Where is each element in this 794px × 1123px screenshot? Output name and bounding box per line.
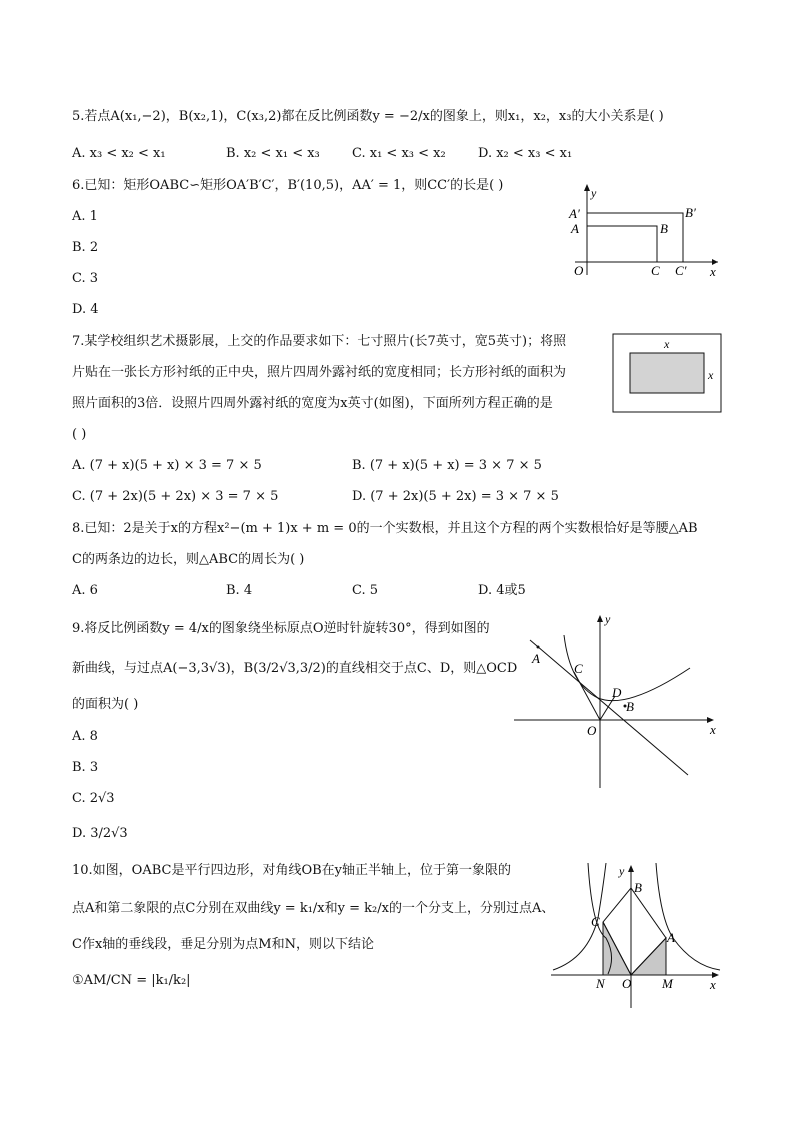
q7-photo xyxy=(630,353,704,393)
q6-figure xyxy=(560,180,725,280)
q9-option-b: B. 3 xyxy=(72,760,99,775)
q7-figure xyxy=(612,333,724,415)
q7-line4: ( ) xyxy=(72,427,87,442)
q9-label-d: D xyxy=(612,685,622,700)
q7-option-d: D. (7 + 2x)(5 + 2x) = 3 × 7 × 5 xyxy=(352,489,559,504)
q9-label-c: C xyxy=(574,661,583,676)
q7-option-b: B. (7 + x)(5 + x) = 3 × 7 × 5 xyxy=(352,458,542,473)
q5-option-d: D. x₂ < x₃ < x₁ xyxy=(478,146,573,161)
q6-label-a-prime: A′ xyxy=(569,206,580,221)
q9-option-c: C. 2√3 xyxy=(72,791,115,806)
q10-line1: 10.如图，OABC是平行四边形，对角线OB在y轴正半轴上，位于第一象限的 xyxy=(72,863,512,878)
q7-option-a: A. (7 + x)(5 + x) × 3 = 7 × 5 xyxy=(72,458,262,473)
q10-line2: 点A和第二象限的点C分别在双曲线y = k₁/x和y = k₂/x的一个分支上，分别过点A、 xyxy=(72,901,555,916)
q10-label-b: B xyxy=(634,880,642,895)
q6-label-x: x xyxy=(710,264,716,279)
q10-label-n: N xyxy=(596,976,605,991)
q10-label-y: y xyxy=(619,864,625,878)
q8-option-c: C. 5 xyxy=(352,583,379,598)
q10-label-x: x xyxy=(710,977,716,992)
q8-option-d: D. 4或5 xyxy=(478,583,526,598)
q6-option-c: C. 3 xyxy=(72,271,99,286)
q9-line2: 新曲线，与过点A(−3,3√3)，B(3/2√3,3/2)的直线相交于点C、D，则△OCD xyxy=(72,661,518,676)
q6-stem: 6.已知：矩形OABC∽矩形OA′B′C′，B′(10,5)，AA′ = 1，则CC′的长是( ) xyxy=(72,178,504,193)
q9-label-b: B xyxy=(626,699,634,714)
q9-option-d: D. 3/2√3 xyxy=(72,826,128,841)
q5-option-a: A. x₃ < x₂ < x₁ xyxy=(72,146,166,161)
q6-rect-large xyxy=(587,213,683,262)
q10-line3: C作x轴的垂线段，垂足分别为点M和N，则以下结论 xyxy=(72,937,374,952)
q10-label-c: C xyxy=(591,914,600,929)
q7-label-x-top: x xyxy=(664,337,670,351)
q9-label-y: y xyxy=(605,612,611,626)
q8-line1: 8.已知：2是关于x的方程x²−(m + 1)x + m = 0的一个实数根，并且这个方程的两个实数根恰好是等腰△AB xyxy=(72,521,698,536)
q8-line2: C的两条边的边长，则△ABC的周长为( ) xyxy=(72,552,305,567)
q6-label-o: O xyxy=(574,263,584,278)
q9-figure xyxy=(512,610,722,790)
q6-option-d: D. 4 xyxy=(72,302,99,317)
q10-label-o: O xyxy=(622,976,632,991)
q6-label-y: y xyxy=(591,186,597,200)
q9-label-x: x xyxy=(710,722,716,737)
q6-label-a: A xyxy=(571,221,579,236)
q10-figure xyxy=(548,858,724,1013)
q5-stem: 5.若点A(x₁,−2)，B(x₂,1)，C(x₃,2)都在反比例函数y = −2/x的图象上，则x₁，x₂，x₃的大小关系是( ) xyxy=(72,109,664,124)
q6-rect-small xyxy=(587,226,657,262)
q6-label-c-prime: C′ xyxy=(675,263,687,278)
q10-label-m: M xyxy=(662,976,673,991)
q10-line4: ①AM/CN = |k₁/k₂| xyxy=(72,973,191,988)
q6-option-a: A. 1 xyxy=(72,209,98,224)
q8-option-b: B. 4 xyxy=(226,583,253,598)
q9-line-ab xyxy=(530,640,688,775)
q9-line3: 的面积为( ) xyxy=(72,697,139,712)
q6-label-b: B xyxy=(660,221,668,236)
q7-line2: 片贴在一张长方形衬纸的正中央，照片四周外露衬纸的宽度相同；长方形衬纸的面积为 xyxy=(72,365,567,380)
q7-label-x-right: x xyxy=(708,368,714,382)
q5-option-b: B. x₂ < x₁ < x₃ xyxy=(226,146,320,161)
q7-option-c: C. (7 + 2x)(5 + 2x) × 3 = 7 × 5 xyxy=(72,489,279,504)
q7-line3: 照片面积的3倍．设照片四周外露衬纸的宽度为x英寸(如图)，下面所列方程正确的是 xyxy=(72,396,553,411)
q7-line1: 7.某学校组织艺术摄影展，上交的作品要求如下：七寸照片(长7英寸，宽5英寸)；将照 xyxy=(72,334,567,349)
q8-option-a: A. 6 xyxy=(72,583,98,598)
q9-label-a: A xyxy=(532,651,540,666)
q6-option-b: B. 2 xyxy=(72,240,99,255)
q9-line1: 9.将反比例函数y = 4/x的图象绕坐标原点O逆时针旋转30°，得到如图的 xyxy=(72,621,490,636)
q6-label-b-prime: B′ xyxy=(685,205,696,220)
q9-option-a: A. 8 xyxy=(72,729,98,744)
q9-curve xyxy=(564,635,690,701)
q10-label-a: A xyxy=(667,930,675,945)
q9-label-o: O xyxy=(587,723,597,738)
q5-option-c: C. x₁ < x₃ < x₂ xyxy=(352,146,446,161)
q6-label-c: C xyxy=(651,263,660,278)
